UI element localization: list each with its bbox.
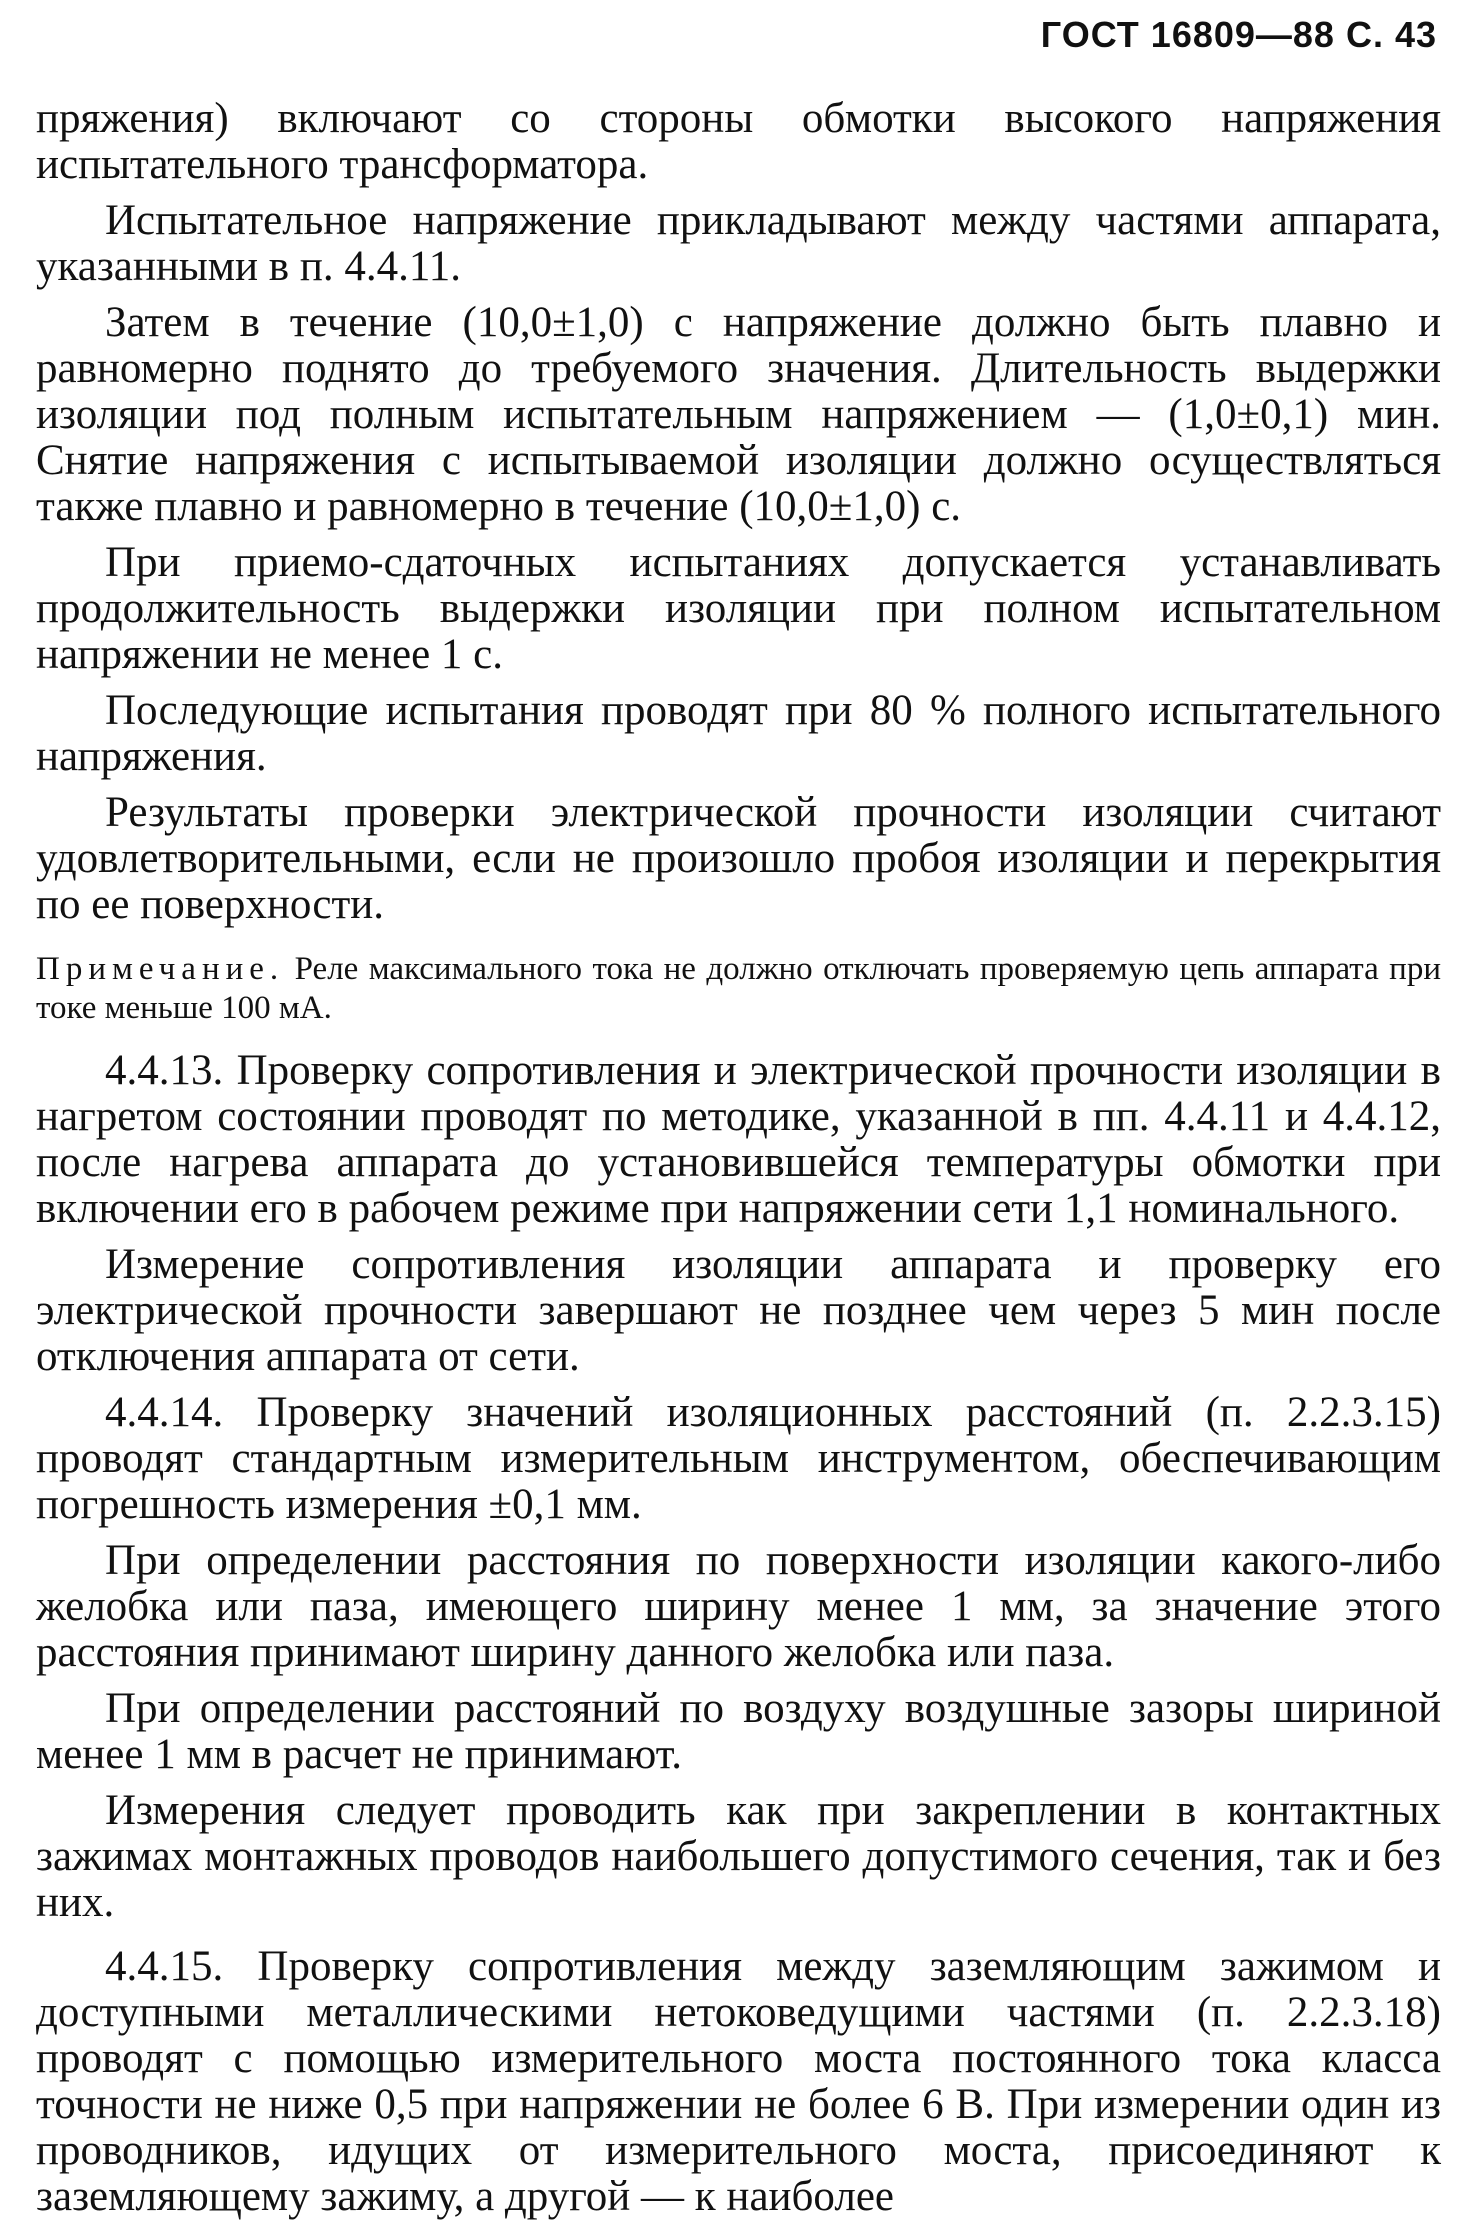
paragraph: Результаты проверки электрической прочности изоляции считают удовлетворительными, если не произошло пробоя изоляции и перекрытия по ее поверхности. — [36, 789, 1441, 928]
paragraph: Испытательное напряжение прикладывают между частями аппарата, указанными в п. 4.4.11. — [36, 197, 1441, 290]
document-body — [36, 96, 1441, 2220]
paragraph: Затем в течение (10,0±1,0) с напряжение должно быть плавно и равномерно поднято до требуемого значения. Длительность выдержки изоляции под полным испытательным напряжением — (1,0±0,1) мин. Снятие напряжения с испытываемой изоляции должно осуществляться также плавно и равномерно в течение (10,0±1,0) с. — [36, 299, 1441, 530]
paragraph: При определении расстояний по воздуху воздушные зазоры шириной менее 1 мм в расчет не принимают. — [36, 1685, 1441, 1778]
note-label: Примечание. — [36, 951, 285, 987]
note-text: Реле максимального тока не должно отключать проверяемую цепь аппарата при токе меньше 100 мА. — [36, 951, 1442, 1026]
section-4-4-14: 4.4.14. Проверку значений изоляционных расстояний (п. 2.2.3.15) проводят стандартным измерительным инструментом, обеспечивающим погрешность измерения ±0,1 мм. — [36, 1389, 1441, 1528]
paragraph-continuation: пряжения) включают со стороны обмотки высокого напряжения испытательного трансформатора. — [36, 95, 1441, 188]
paragraph: При приемо-сдаточных испытаниях допускается устанавливать продолжительность выдержки изоляции при полном испытательном напряжении не менее 1 с. — [36, 539, 1441, 678]
paragraph: Измерения следует проводить как при закреплении в контактных зажимах монтажных проводов наибольшего допустимого сечения, так и без них. — [36, 1787, 1441, 1926]
section-4-4-13: 4.4.13. Проверку сопротивления и электрической прочности изоляции в нагретом состоянии проводят по методике, указанной в пп. 4.4.11 и 4.4.12, после нагрева аппарата до установившейся температуры обмотки при включении его в рабочем режиме при напряжении сети 1,1 номинального. — [36, 1047, 1441, 1232]
paragraph: Последующие испытания проводят при 80 % полного испытательного напряжения. — [36, 687, 1441, 780]
paragraph: Измерение сопротивления изоляции аппарата и проверку его электрической прочности завершают не позднее чем через 5 мин после отключения аппарата от сети. — [36, 1241, 1441, 1380]
section-4-4-15: 4.4.15. Проверку сопротивления между заземляющим зажимом и доступными металлическими нетоковедущими частями (п. 2.2.3.18) проводят с помощью измерительного моста постоянного тока класса точности не ниже 0,5 при напряжении не более 6 В. При измерении один из проводников, идущих от измерительного моста, присоединяют к заземляющему зажиму, а другой — к наиболее — [36, 1943, 1441, 2220]
paragraph: При определении расстояния по поверхности изоляции какого-либо желобка или паза, имеющего ширину менее 1 мм, за значение этого расстояния принимают ширину данного желобка или паза. — [36, 1537, 1441, 1676]
note — [36, 950, 1441, 1028]
page-header: ГОСТ 16809—88 С. 43 — [1040, 14, 1437, 55]
